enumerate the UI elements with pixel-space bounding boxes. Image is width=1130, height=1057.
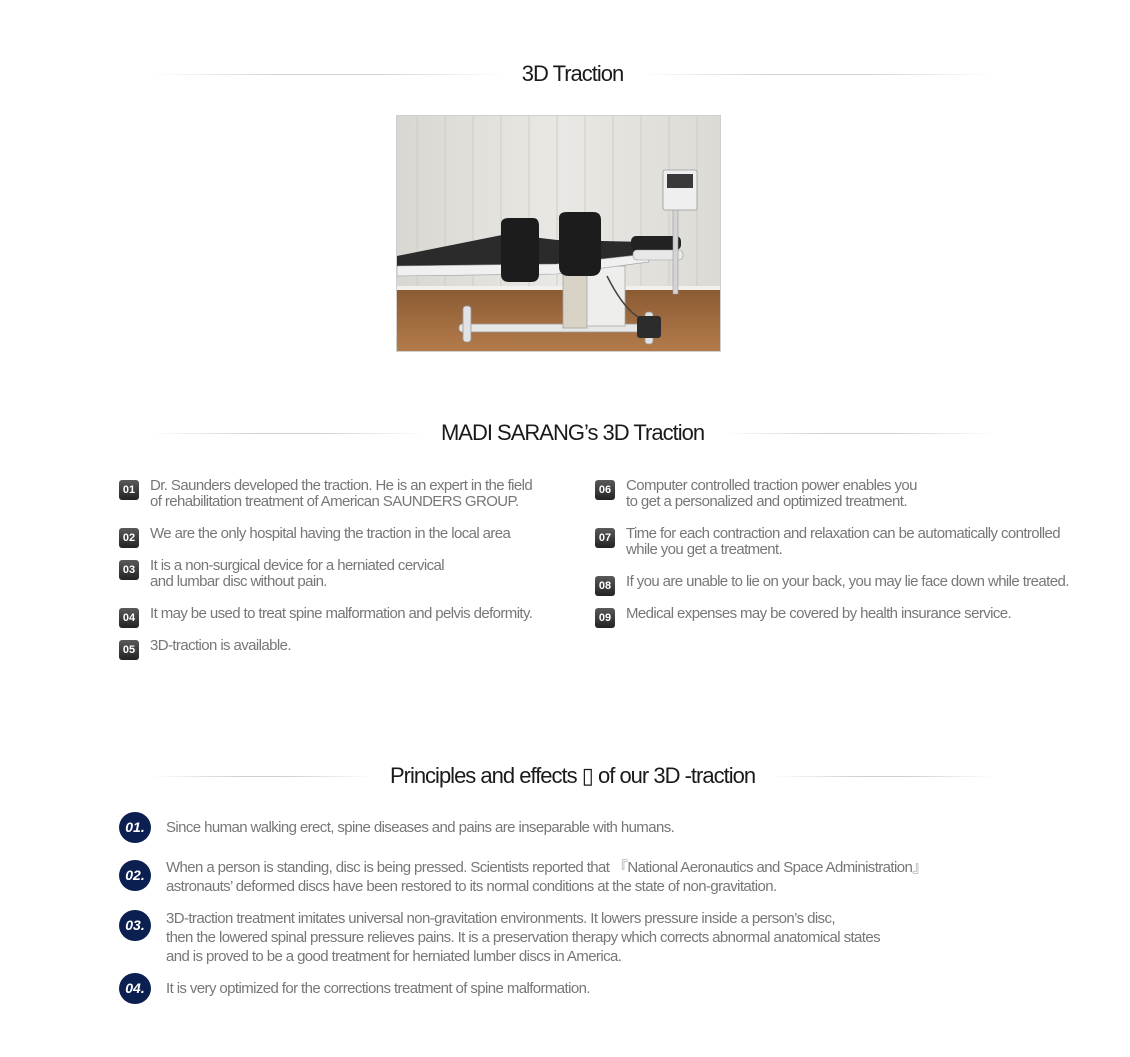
principle-item [119,812,1109,844]
feature-text: It is a non-surgical device for a herniated cervical and lumbar disc without pain. [150,557,444,590]
section-title-principles [150,761,995,791]
feature-item [119,638,589,654]
principle-item [119,858,1109,898]
traction-table-photo [396,115,721,352]
title-divider [150,776,374,777]
feature-text: It may be used to treat spine malformation and pelvis deformity. [150,605,533,622]
feature-text: 3D-traction is available. [150,637,291,654]
feature-text: Medical expenses may be covered by health insurance service. [626,605,1012,622]
feature-text: If you are unable to lie on your back, you may lie face down while treated. [626,573,1069,590]
feature-item [119,558,589,590]
feature-item [595,574,1125,590]
number-badge: 04 [119,608,139,628]
number-badge: 06 [595,480,615,500]
feature-text: Dr. Saunders developed the traction. He is an expert in the field of rehabilitation treatment of American SAUNDERS GROUP. [150,477,533,510]
principle-text: It is very optimized for the corrections treatment of spine malformation. [166,980,590,997]
section-title-3d-traction [150,59,995,89]
principle-text: Since human walking erect, spine diseases and pains are inseparable with humans. [166,819,675,836]
title-divider [720,433,995,434]
feature-list-right [595,478,1125,638]
feature-item [119,606,589,622]
principle-number-badge: 04. [119,973,151,1004]
principle-item [119,973,1109,1005]
section-title-madi-sarang [150,418,995,448]
number-badge: 03 [119,560,139,580]
principle-number-badge: 03. [119,910,151,941]
section-heading: Principles and effects ▯ of our 3D -traction [389,763,756,788]
feature-text: We are the only hospital having the traction in the local area [150,525,511,542]
feature-text: Computer controlled traction power enables you to get a personalized and optimized treatment. [626,477,917,510]
feature-text: Time for each contraction and relaxation can be automatically controlled while you get a treatment. [626,525,1061,558]
principle-number-badge: 01. [119,812,151,843]
principle-text: When a person is standing, disc is being pressed. Scientists reported that 『National Aeronautics and Space Administration』 astronauts’ deformed discs have been restored to its normal conditions at the state of non-gravitation. [166,859,927,895]
title-divider [639,74,995,75]
feature-item [595,478,1125,510]
feature-item [119,526,589,542]
number-badge: 09 [595,608,615,628]
number-badge: 08 [595,576,615,596]
section-heading: MADI SARANG’s 3D Traction [440,420,705,445]
title-divider [150,74,506,75]
number-badge: 02 [119,528,139,548]
number-badge: 01 [119,480,139,500]
feature-item [119,478,589,510]
title-divider [771,776,995,777]
feature-list-left [119,478,589,670]
feature-item [595,526,1125,558]
principle-text: 3D-traction treatment imitates universal non-gravitation environments. It lowers pressure inside a person’s disc, then the lowered spinal pressure relieves pains. It is a preservation therapy which corrects abnormal anatomical states and is proved to be a good treatment for herniated lumber discs in America. [166,910,880,965]
principle-item [119,909,1109,967]
section-heading: 3D Traction [521,61,624,86]
title-divider [150,433,425,434]
principle-number-badge: 02. [119,860,151,891]
number-badge: 07 [595,528,615,548]
number-badge: 05 [119,640,139,660]
feature-item [595,606,1125,622]
